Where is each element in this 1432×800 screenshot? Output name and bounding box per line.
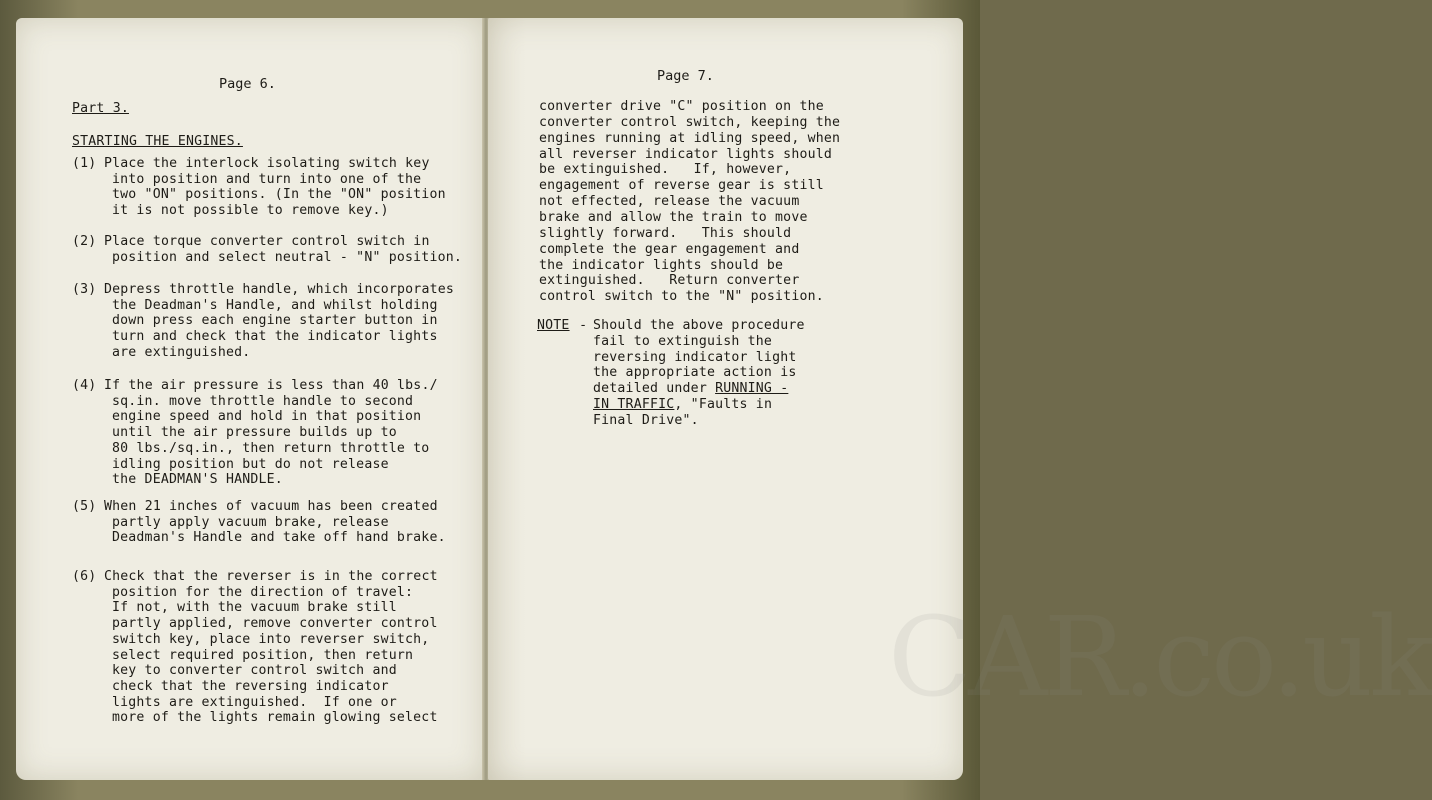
continuation-line: control switch to the "N" position. bbox=[539, 289, 824, 305]
item-line: are extinguished. bbox=[112, 344, 251, 360]
note-line: detailed under RUNNING - bbox=[593, 381, 789, 397]
item-line: Place the interlock isolating switch key bbox=[104, 156, 430, 171]
item-number: (3) bbox=[72, 282, 97, 297]
continuation-line: engagement of reverse gear is still bbox=[539, 178, 824, 194]
item-line: position for the direction of travel: bbox=[112, 584, 414, 600]
item-line: the DEADMAN'S HANDLE. bbox=[112, 472, 283, 488]
item-line: key to converter control switch and bbox=[112, 663, 397, 679]
note-line: reversing indicator light bbox=[593, 349, 797, 365]
part-label: Part 3. bbox=[72, 101, 129, 116]
note-text: , "Faults in bbox=[674, 397, 773, 412]
item-line: lights are extinguished. If one or bbox=[112, 694, 397, 710]
item-line: the Deadman's Handle, and whilst holding bbox=[112, 297, 438, 313]
continuation-line: engines running at idling speed, when bbox=[539, 130, 841, 146]
continuation-line: the indicator lights should be bbox=[539, 257, 784, 273]
note-line bbox=[593, 397, 772, 413]
item-line: select required position, then return bbox=[112, 647, 414, 663]
item-line: check that the reversing indicator bbox=[112, 678, 389, 694]
section-reference: IN TRAFFIC bbox=[593, 397, 675, 412]
item-line: two "ON" positions. (In the "ON" position bbox=[112, 187, 446, 203]
continuation-line: slightly forward. This should bbox=[539, 225, 792, 241]
note-line: Final Drive". bbox=[593, 412, 699, 428]
item-number: (1) bbox=[72, 156, 97, 171]
item-line: down press each engine starter button in bbox=[112, 313, 438, 329]
note-label: NOTE bbox=[537, 318, 570, 333]
item-line: into position and turn into one of the bbox=[112, 171, 422, 187]
item-line: turn and check that the indicator lights bbox=[112, 329, 438, 345]
continuation-line: complete the gear engagement and bbox=[539, 241, 800, 257]
continuation-line: be extinguished. If, however, bbox=[539, 162, 792, 178]
item-line: partly apply vacuum brake, release bbox=[112, 514, 389, 530]
item-number: (4) bbox=[72, 378, 97, 393]
item-line: Place torque converter control switch in bbox=[104, 234, 430, 249]
item-line: 80 lbs./sq.in., then return throttle to bbox=[112, 440, 430, 456]
item-line: When 21 inches of vacuum has been created bbox=[104, 499, 438, 514]
item-line: it is not possible to remove key.) bbox=[112, 203, 389, 219]
item-line: position and select neutral - "N" position. bbox=[112, 249, 463, 265]
watermark: CAR.co.uk bbox=[888, 593, 1432, 721]
item-line: until the air pressure builds up to bbox=[112, 425, 397, 441]
item-line: Check that the reverser is in the correct bbox=[104, 569, 438, 584]
note-line: the appropriate action is bbox=[593, 365, 797, 381]
section-heading: STARTING THE ENGINES. bbox=[72, 134, 243, 149]
item-line: If not, with the vacuum brake still bbox=[112, 600, 397, 616]
item-line: sq.in. move throttle handle to second bbox=[112, 393, 414, 409]
continuation-line: all reverser indicator lights should bbox=[539, 146, 833, 162]
note-line: Should the above procedure bbox=[593, 318, 805, 333]
continuation-line: converter control switch, keeping the bbox=[539, 114, 841, 130]
note-line: fail to extinguish the bbox=[593, 333, 773, 349]
item-line: Depress throttle handle, which incorporates bbox=[104, 282, 455, 297]
item-number: (5) bbox=[72, 499, 97, 514]
item-line: partly applied, remove converter control bbox=[112, 616, 438, 632]
continuation-line: brake and allow the train to move bbox=[539, 209, 808, 225]
item-line: idling position but do not release bbox=[112, 456, 389, 472]
page-number: Page 6. bbox=[219, 76, 276, 92]
instruction-list bbox=[72, 156, 472, 756]
continuation-line: not effected, release the vacuum bbox=[539, 194, 800, 210]
item-line: If the air pressure is less than 40 lbs./ bbox=[104, 378, 438, 393]
page-number: Page 7. bbox=[657, 68, 714, 84]
item-line: Deadman's Handle and take off hand brake. bbox=[112, 530, 446, 546]
item-line: switch key, place into reverser switch, bbox=[112, 631, 430, 647]
continuation-line: extinguished. Return converter bbox=[539, 273, 800, 289]
continuation-line: converter drive "C" position on the bbox=[539, 99, 824, 114]
item-line: more of the lights remain glowing select bbox=[112, 710, 438, 726]
item-number: (2) bbox=[72, 234, 97, 249]
right-page bbox=[488, 18, 1432, 780]
item-number: (6) bbox=[72, 569, 97, 584]
item-line: engine speed and hold in that position bbox=[112, 409, 422, 425]
section-reference: RUNNING - bbox=[715, 381, 789, 397]
note-dash: - bbox=[571, 318, 596, 333]
left-page bbox=[16, 18, 484, 780]
